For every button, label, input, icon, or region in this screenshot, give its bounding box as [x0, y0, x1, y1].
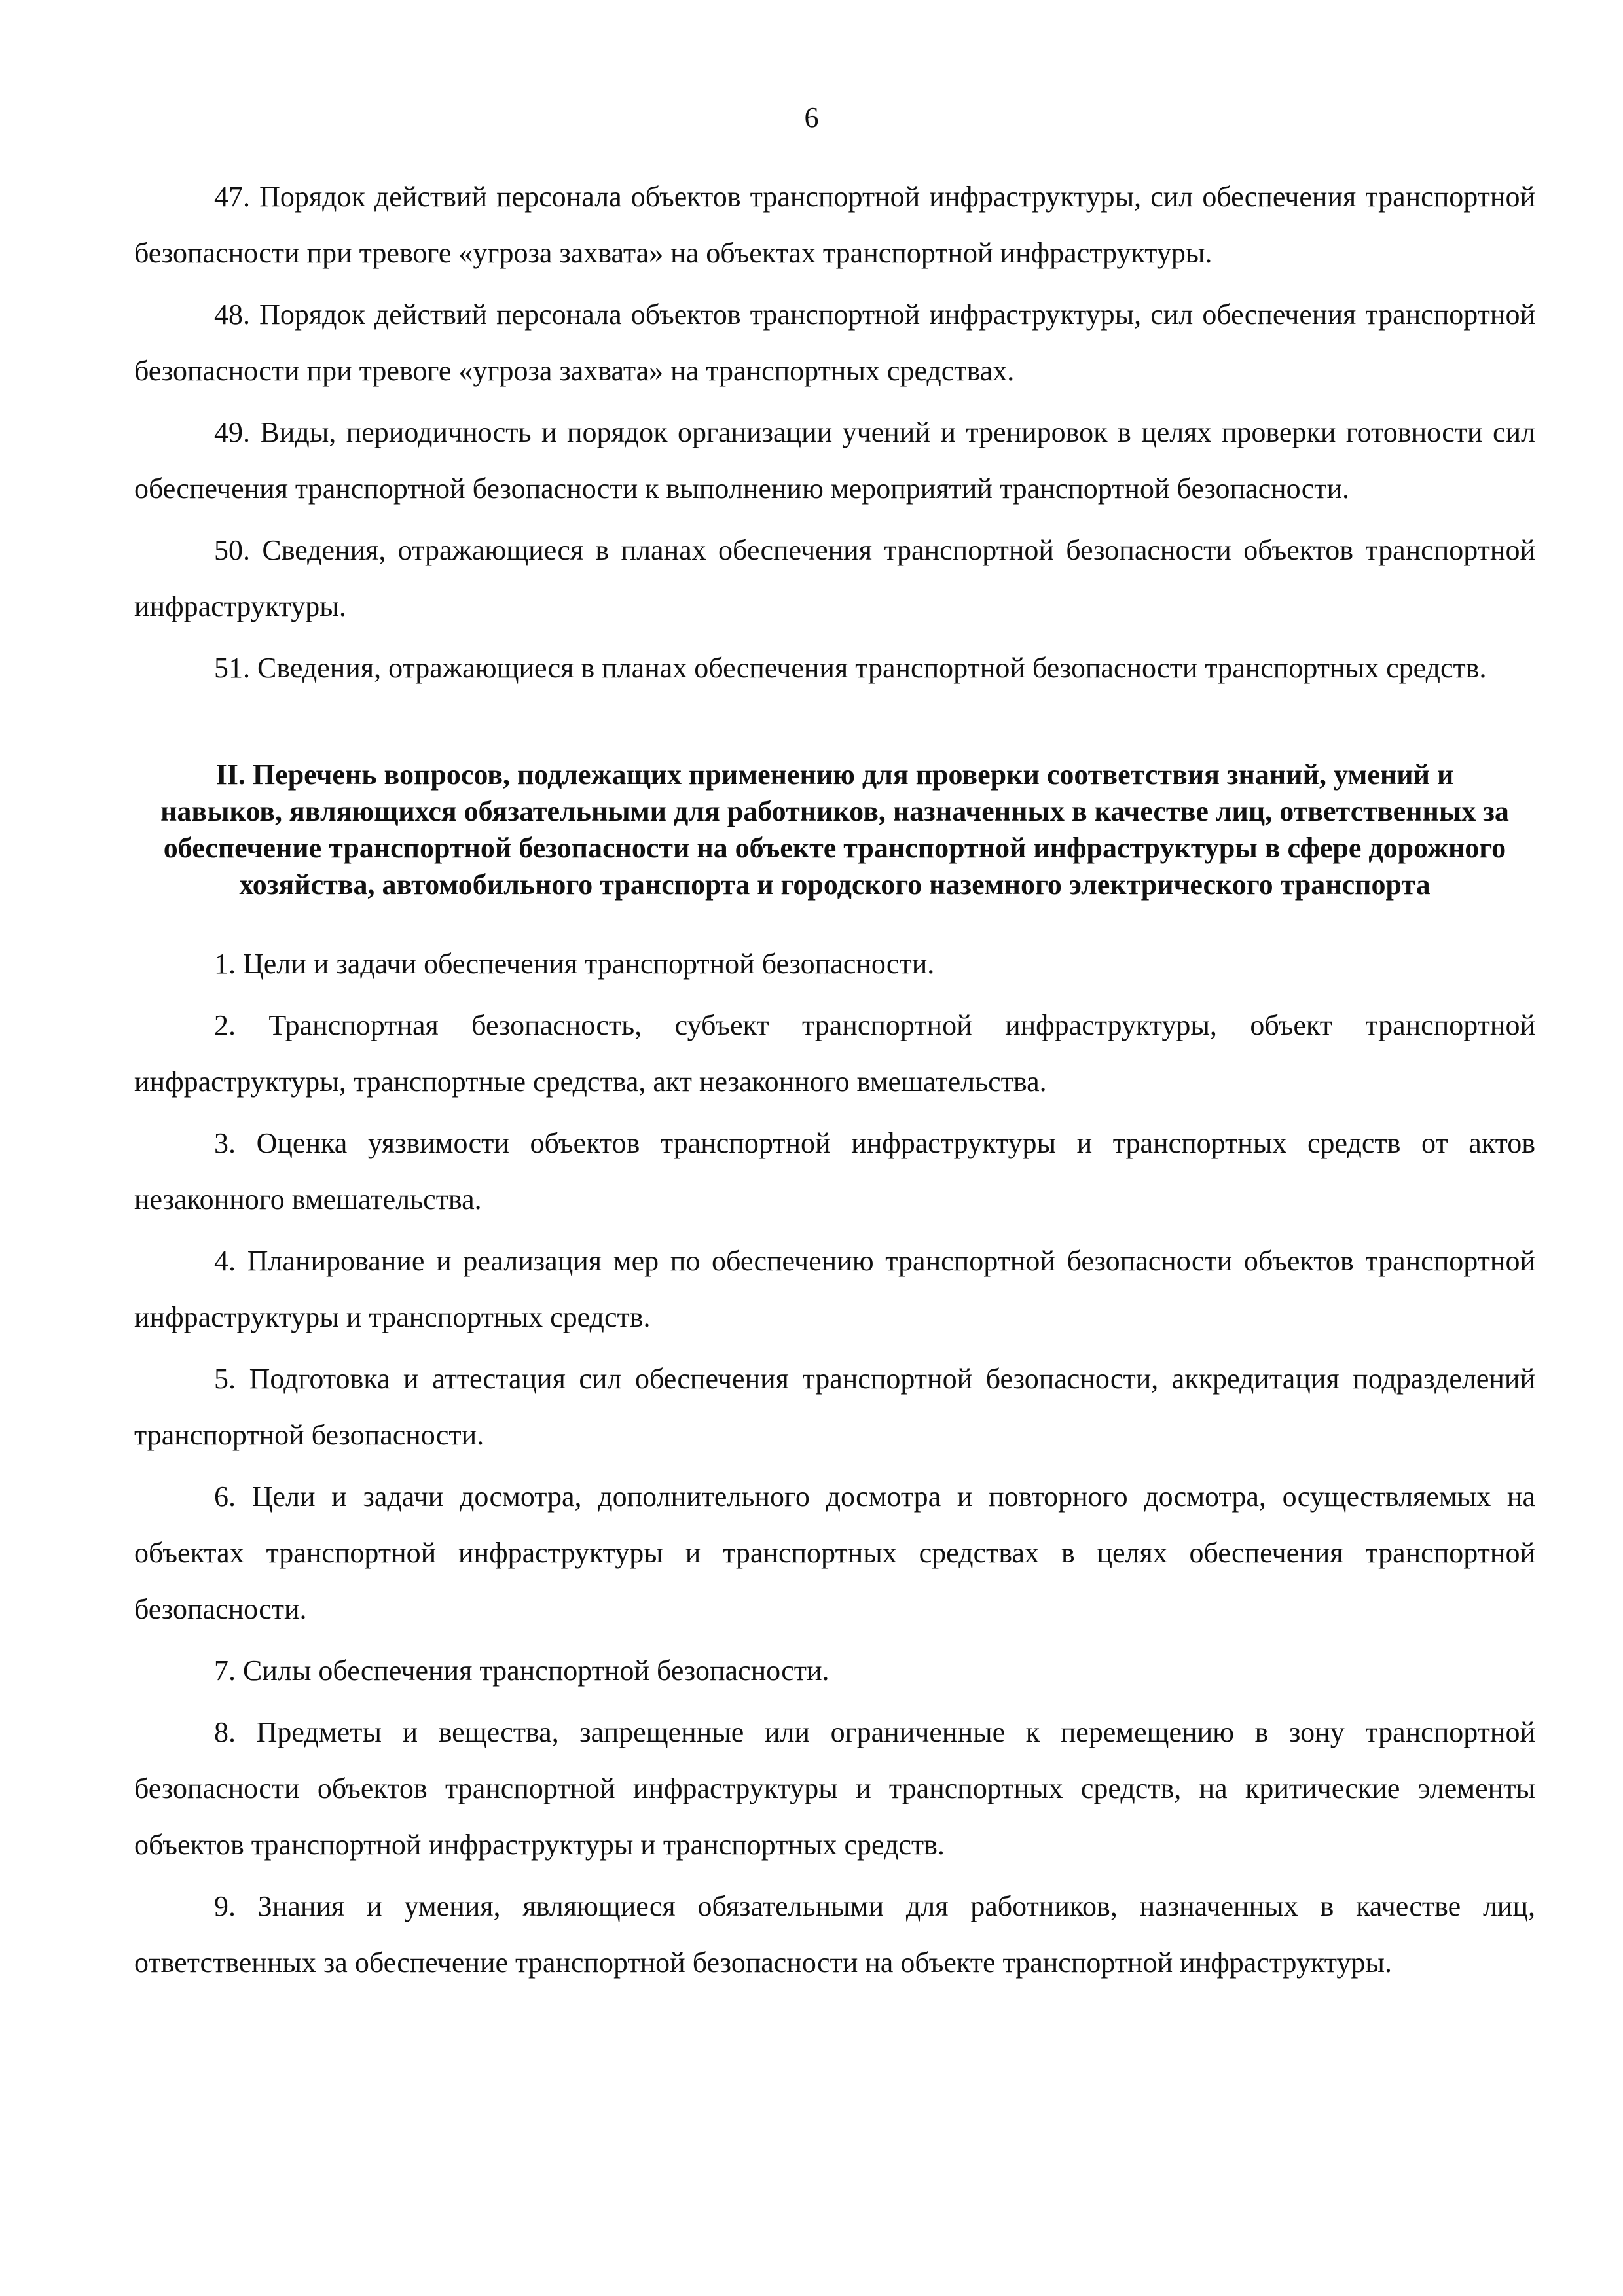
document-body: [134, 169, 1535, 1996]
list-item-47: 47. Порядок действий персонала объектов транспортной инфраструктуры, сил обеспечения транспортной безопасности при тревоге «угроза захвата» на объектах транспортной инфраструктуры.: [134, 181, 1535, 269]
list-item-5: 5. Подготовка и аттестация сил обеспечения транспортной безопасности, аккредитация подразделений транспортной безопасности.: [134, 1363, 1535, 1451]
section-heading: II. Перечень вопросов, подлежащих применению для проверки соответствия знаний, умений и навыков, являющихся обязательными для работников, назначенных в качестве лиц, ответственных за обеспечение транспортной безопасности на объекте транспортной инфраструктуры в сфере дорожного хозяйства, автомобильного транспорта и городского наземного электрического транспорта: [160, 759, 1509, 901]
list-item-9: 9. Знания и умения, являющиеся обязательными для работников, назначенных в качестве лиц, ответственных за обеспечение транспортной безопасности на объекте транспортной инфраструктуры.: [134, 1890, 1535, 1979]
list-item-3: 3. Оценка уязвимости объектов транспортной инфраструктуры и транспортных средств от актов незаконного вмешательства.: [134, 1127, 1535, 1215]
list-item-51: 51. Сведения, отражающиеся в планах обеспечения транспортной безопасности транспортных средств.: [214, 652, 1487, 684]
list-item-4: 4. Планирование и реализация мер по обеспечению транспортной безопасности объектов транспортной инфраструктуры и транспортных средств.: [134, 1245, 1535, 1333]
list-item-8: 8. Предметы и вещества, запрещенные или ограниченные к перемещению в зону транспортной безопасности объектов транспортной инфраструктуры и транспортных средств, на критические элементы объектов транспортной инфраструктуры и транспортных средств.: [134, 1716, 1535, 1861]
page-number: 6: [804, 101, 819, 134]
list-item-2: 2. Транспортная безопасность, субъект транспортной инфраструктуры, объект транспортной инфраструктуры, транспортные средства, акт незаконного вмешательства.: [134, 1009, 1535, 1098]
list-item-7: 7. Силы обеспечения транспортной безопасности.: [214, 1655, 830, 1687]
list-item-6: 6. Цели и задачи досмотра, дополнительного досмотра и повторного досмотра, осуществляемых на объектах транспортной инфраструктуры и транспортных средствах в целях обеспечения транспортной безопасности.: [134, 1480, 1535, 1625]
list-item-48: 48. Порядок действий персонала объектов транспортной инфраструктуры, сил обеспечения транспортной безопасности при тревоге «угроза захвата» на транспортных средствах.: [134, 298, 1535, 387]
list-item-1: 1. Цели и задачи обеспечения транспортной безопасности.: [214, 948, 935, 980]
list-item-49: 49. Виды, периодичность и порядок организации учений и тренировок в целях проверки готовности сил обеспечения транспортной безопасности к выполнению мероприятий транспортной безопасности.: [134, 416, 1535, 505]
list-item-50: 50. Сведения, отражающиеся в планах обеспечения транспортной безопасности объектов транспортной инфраструктуры.: [134, 534, 1535, 622]
